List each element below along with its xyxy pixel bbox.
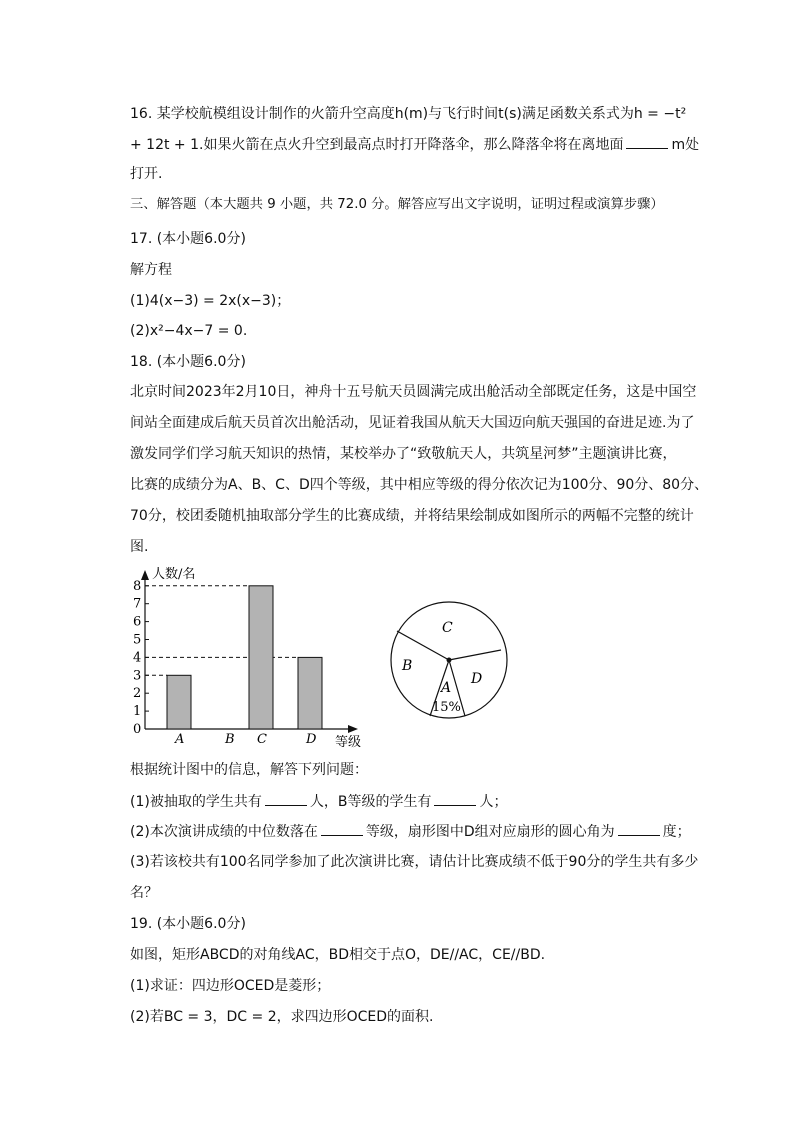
pie-slice-c-d-divider [449, 650, 501, 660]
pie-label-a-percent: 15% [432, 700, 461, 715]
bar-y-tick-4: 4 [133, 650, 142, 666]
q18-sub1-blank-1[interactable] [265, 791, 307, 806]
bar-y-tick-7: 7 [133, 596, 142, 612]
bar-x-label-a: A [175, 732, 185, 747]
bar-y-axis-label: 人数/名 [152, 567, 196, 582]
pie-label-c: C [442, 620, 453, 636]
q18-sub2 [130, 821, 691, 842]
q18-sub2-text-a: (2)本次演讲成绩的中位数落在 [130, 824, 318, 840]
q18-sub3: (3)若该校共有100名同学参加了此次演讲比赛，请估计比赛成绩不低于90分的学生共有多少 [130, 854, 699, 870]
q19-text: 如图，矩形ABCD的对角线AC，BD相交于点O，DE//AC，CE//BD. [130, 947, 546, 963]
q16-line3: 打开. [130, 166, 163, 182]
bar-y-tick-2: 2 [133, 686, 142, 702]
q18-sub2-text-b: 等级，扇形图中D组对应扇形的圆心角为 [365, 824, 615, 840]
q18-sub1 [130, 791, 507, 812]
bar-x-axis-label: 等级 [335, 735, 362, 750]
bar-y-tick-0: 0 [133, 722, 142, 737]
bar-x-label-b: B [225, 732, 235, 747]
q17-part1: (1)4(x−3) = 2x(x−3)； [130, 293, 291, 309]
pie-label-a: A [441, 680, 452, 696]
bar-y-tick-6: 6 [133, 614, 142, 630]
bar-d [298, 657, 322, 729]
q18-para-3: 激发同学们学习航天知识的热情，某校举办了“致敬航天人，共筑星河梦”主题演讲比赛， [130, 446, 677, 462]
section-3-heading: 三、解答题（本大题共 9 小题，共 72.0 分。解答应写出文字说明，证明过程或演算步骤） [130, 197, 664, 212]
bar-y-tick-5: 5 [133, 632, 142, 648]
q17-header: 17. (本小题6.0分) [130, 231, 246, 247]
q18-sub2-blank-1[interactable] [321, 821, 363, 836]
bar-a [167, 675, 191, 729]
q18-sub2-text-c: 度； [662, 824, 691, 840]
q18-para-6: 图. [130, 539, 149, 555]
bar-y-axis-arrow-icon [141, 570, 149, 580]
q16-line2-unit: m处 [671, 137, 700, 153]
bar-x-label-c: C [257, 732, 267, 747]
pie-chart [391, 602, 507, 718]
q18-para-1: 北京时间2023年2月10日，神舟十五号航天员圆满完成出舱活动全部既定任务，这是中国空 [130, 384, 697, 400]
q18-para-5: 70分，校团委随机抽取部分学生的比赛成绩，并将结果绘制成如图所示的两幅不完整的统计 [130, 508, 694, 524]
bar-c [249, 586, 273, 729]
q19-part1: (1)求证：四边形OCED是菱形； [130, 978, 331, 994]
q18-after-chart: 根据统计图中的信息，解答下列问题： [130, 762, 368, 778]
bar-x-axis-arrow-icon [348, 725, 358, 733]
q19-part2: (2)若BC = 3，DC = 2，求四边形OCED的面积. [130, 1009, 434, 1025]
q18-para-2: 间站全面建成后航天员首次出舱活动，见证着我国从航天大国迈向航天强国的奋进足迹.为了 [130, 415, 695, 431]
bar-y-tick-1: 1 [133, 704, 142, 720]
q18-sub1-text-c: 人； [479, 794, 508, 810]
bar-y-tick-8: 8 [133, 578, 142, 594]
q18-para-4: 比赛的成绩分为A、B、C、D四个等级，其中相应等级的得分依次记为100分、90分、80分、 [130, 477, 709, 493]
q18-sub3-cont: 名？ [130, 885, 158, 901]
q18-header: 18. (本小题6.0分) [130, 354, 246, 370]
pie-label-b: B [402, 658, 413, 674]
q19-header: 19. (本小题6.0分) [130, 916, 246, 932]
bar-y-tick-3: 3 [133, 668, 142, 684]
pie-center [447, 658, 452, 663]
bar-x-label-d: D [306, 732, 317, 747]
q18-sub1-blank-2[interactable] [434, 791, 476, 806]
q17-intro: 解方程 [130, 262, 172, 278]
q18-sub1-text-b: 人，B等级的学生有 [309, 794, 432, 810]
bar-chart [133, 566, 361, 750]
q16-line2-text: + 12t + 1.如果火箭在点火升空到最高点时打开降落伞，那么降落伞将在离地面 [130, 137, 624, 153]
q17-part2: (2)x²−4x−7 = 0. [130, 323, 248, 339]
pie-label-d: D [471, 671, 483, 687]
q16-line1: 16. 某学校航模组设计制作的火箭升空高度h(m)与飞行时间t(s)满足函数关系式为h = −t² [130, 106, 687, 122]
q18-sub1-text-a: (1)被抽取的学生共有 [130, 794, 262, 810]
q18-sub2-blank-2[interactable] [618, 821, 660, 836]
